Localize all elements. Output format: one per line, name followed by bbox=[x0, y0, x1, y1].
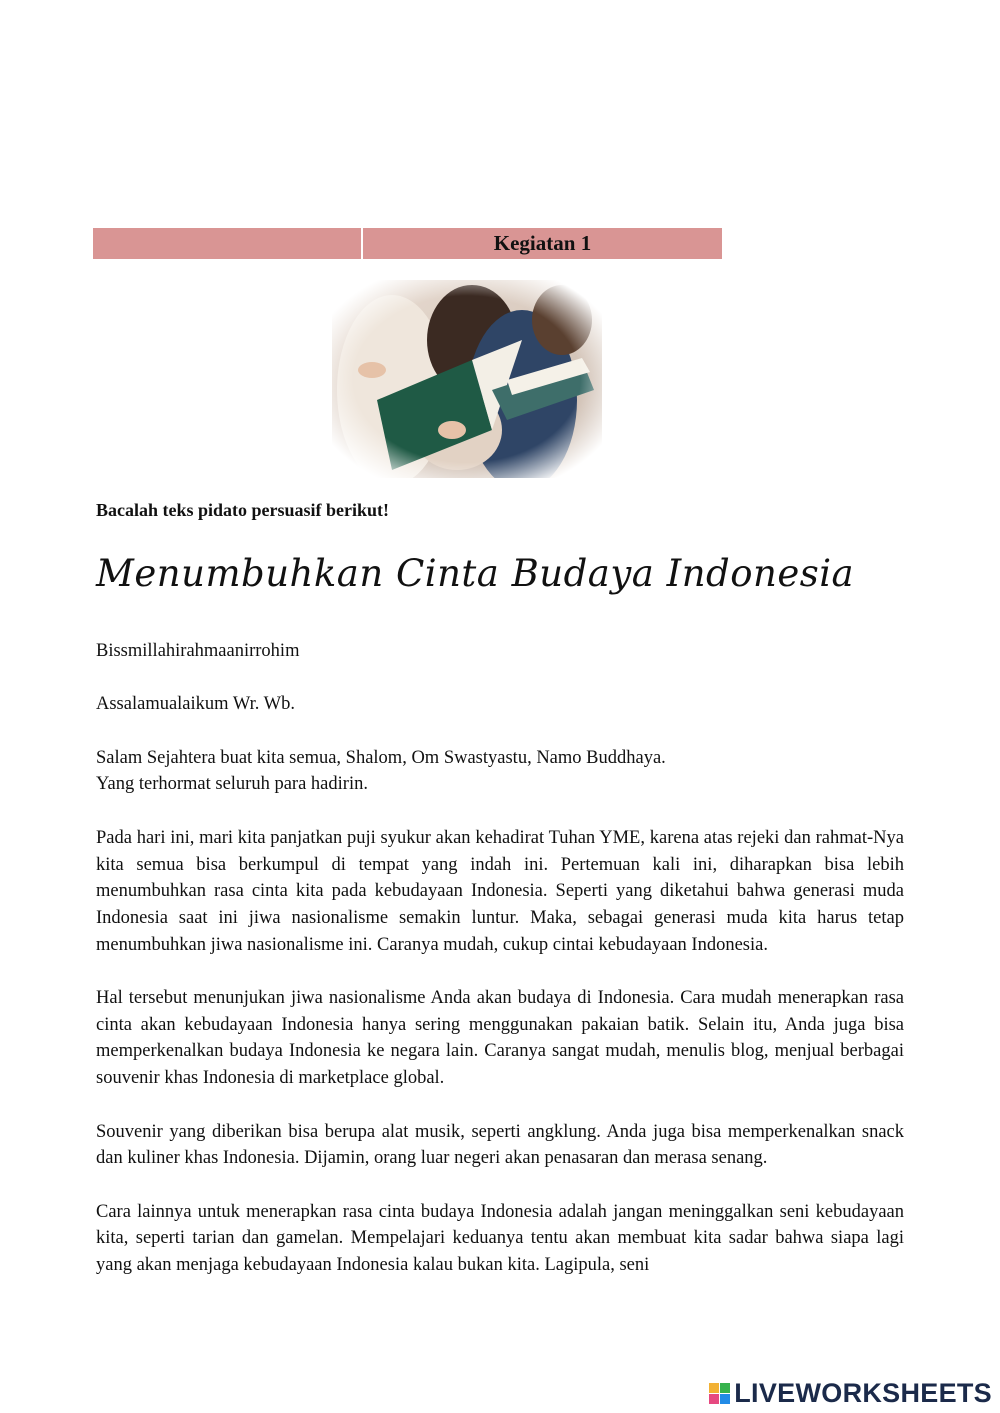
liveworksheets-brand bbox=[709, 1378, 992, 1409]
opening-basmalah: Bissmillahirahmaanirrohim bbox=[96, 641, 300, 661]
people-reading-books-photo bbox=[332, 280, 602, 478]
header-bar-left-segment bbox=[93, 228, 361, 259]
logo-square-1 bbox=[709, 1383, 719, 1393]
speech-title: Menumbuhkan Cinta Budaya Indonesia bbox=[96, 552, 855, 595]
speech-body bbox=[96, 638, 904, 1305]
paragraph-introduction: Pada hari ini, mari kita panjatkan puji syukur akan kehadirat Tuhan YME, karena atas rejeki dan rahmat-Nya kita semua bisa berkumpul di tempat yang indah ini. Pertemuan kali ini, diharapkan bisa lebih menumbuhkan rasa cinta kita pada kebudayaan Indonesia. Seperti yang diketahui bahwa generasi muda Indonesia saat ini jiwa nasionalisme semakin luntur. Maka, sebagai generasi muda kita harus tetap menumbuhkan jiwa nasionalisme ini. Caranya mudah, cukup cintai kebudayaan Indonesia. bbox=[96, 827, 904, 955]
audience-address: Yang terhormat seluruh para hadirin. bbox=[96, 774, 368, 795]
liveworksheets-wordmark: LIVEWORKSHEETS bbox=[734, 1378, 992, 1408]
paragraph-nationalism: Hal tersebut menunjukan jiwa nasionalisme Anda akan budaya di Indonesia. Cara mudah menerapkan rasa cinta akan kebudayaan Indonesia hanya sering menggunakan pakaian batik. Selain itu, Anda juga bisa memperkenalkan budaya Indonesia ke negara lain. Caranya sangat mudah, menulis blog, menjual berbagai souvenir khas Indonesia di marketplace global. bbox=[96, 988, 904, 1089]
logo-square-3 bbox=[709, 1394, 719, 1404]
instruction-text: Bacalah teks pidato persuasif berikut! bbox=[96, 500, 390, 520]
activity-header-bar bbox=[93, 228, 722, 259]
activity-title: Kegiatan 1 bbox=[361, 228, 722, 259]
paragraph-arts: Cara lainnya untuk menerapkan rasa cinta budaya Indonesia adalah jangan meninggalkan seni kebudayaan kita, seperti tarian dan gamelan. Mempelajari keduanya tentu akan membuat kita sadar bahwa siapa lagi yang akan menjaga kebudayaan Indonesia kalau bukan kita. Lagipula, seni bbox=[96, 1201, 904, 1276]
interfaith-greeting: Salam Sejahtera buat kita semua, Shalom, Om Swastyastu, Namo Buddhaya. bbox=[96, 747, 666, 768]
opening-greeting: Assalamualaikum Wr. Wb. bbox=[96, 694, 295, 715]
paragraph-souvenir: Souvenir yang diberikan bisa berupa alat musik, seperti angklung. Anda juga bisa memperkenalkan snack dan kuliner khas Indonesia. Dijamin, orang luar negeri akan penasaran dan merasa senang. bbox=[96, 1121, 904, 1169]
logo-square-4 bbox=[720, 1394, 730, 1404]
liveworksheets-logo-icon bbox=[709, 1383, 730, 1404]
logo-square-2 bbox=[720, 1383, 730, 1393]
